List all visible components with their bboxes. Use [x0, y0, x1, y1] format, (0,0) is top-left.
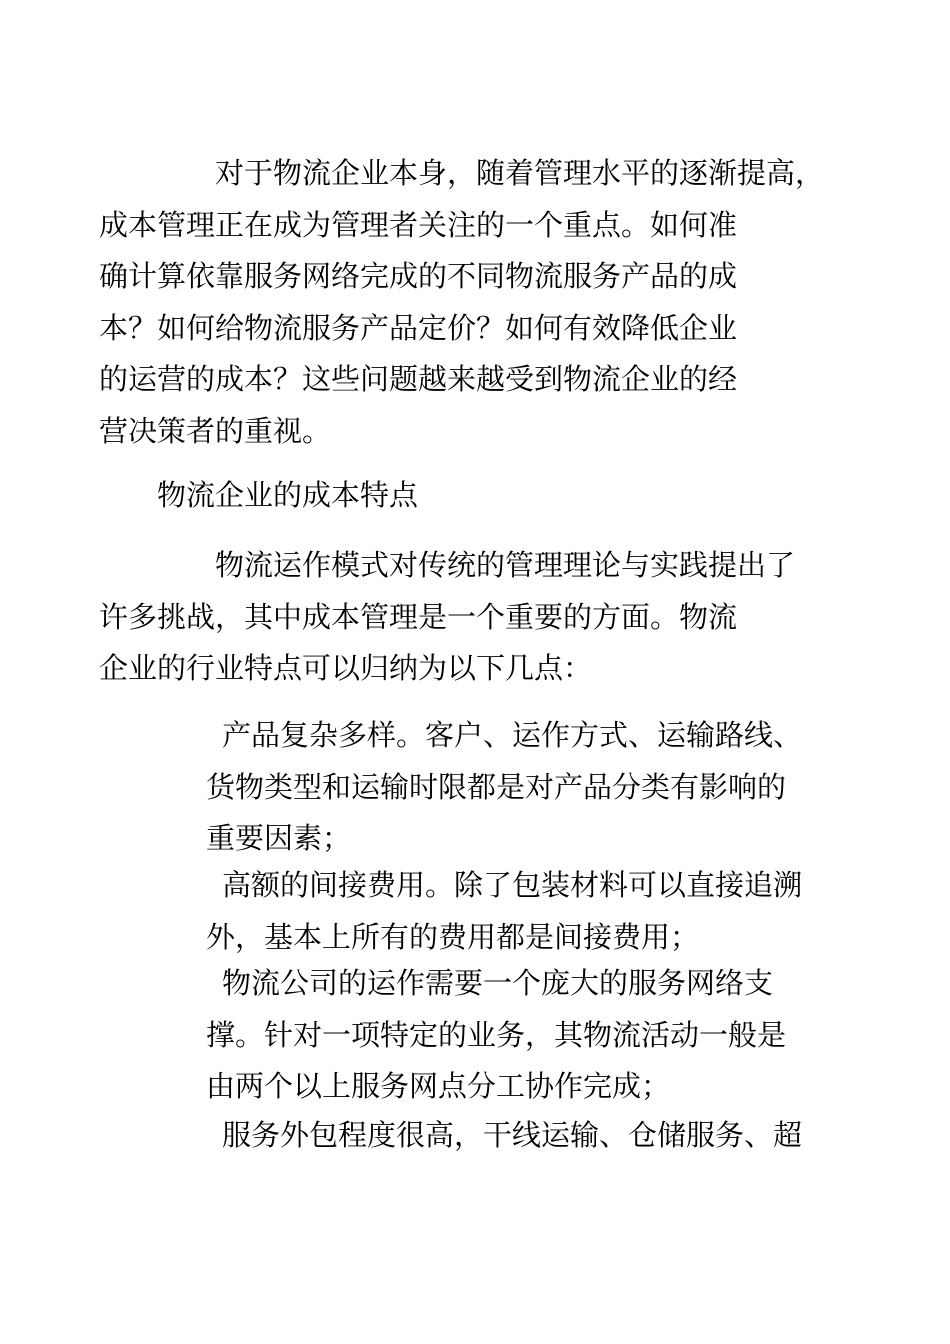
list-item-line: 高额的间接费用。除了包装材料可以直接追溯	[222, 868, 803, 902]
paragraph-line: 对于物流企业本身，随着管理水平的逐渐提高，	[215, 156, 825, 190]
list-item	[214, 1110, 803, 1162]
paragraph-line: 的运营的成本？这些问题越来越受到物流企业的经	[99, 362, 738, 396]
section-paragraph	[99, 540, 797, 695]
section-heading: 物流企业的成本特点	[157, 478, 419, 512]
list-item-line: 重要因素；	[206, 821, 352, 855]
list-item-line: 由两个以上服务网点分工协作完成；	[206, 1069, 671, 1103]
list-item	[206, 958, 797, 1113]
paragraph-line: 本？如何给物流服务产品定价？如何有效降低企业	[99, 310, 738, 345]
paragraph-line: 物流运作模式对传统的管理理论与实践提出了	[215, 548, 796, 582]
list-item-line: 外，基本上所有的费用都是间接费用；	[206, 919, 700, 954]
list-item-line: 货物类型和运输时限都是对产品分类有影响的	[206, 769, 787, 804]
list-item-line: 物流公司的运作需要一个庞大的服务网络支	[222, 966, 774, 1000]
list-item	[206, 860, 803, 963]
list-item-line: 撑。针对一项特定的业务，其物流活动一般是	[206, 1017, 787, 1052]
list-item-line: 服务外包程度很高，干线运输、仓储服务、超	[222, 1118, 803, 1152]
paragraph-line: 成本管理正在成为管理者关注的一个重点。如何准	[99, 207, 738, 242]
list-item-line: 产品复杂多样。客户、运作方式、运输路线、	[222, 718, 803, 752]
paragraph-line: 许多挑战，其中成本管理是一个重要的方面。物流	[99, 599, 738, 634]
paragraph-line: 营决策者的重视。	[99, 413, 332, 448]
paragraph-line: 企业的行业特点可以归纳为以下几点：	[99, 651, 593, 685]
paragraph-line: 确计算依靠服务网络完成的不同物流服务产品的成	[99, 259, 738, 293]
list-item	[206, 710, 803, 865]
intro-paragraph	[99, 148, 825, 457]
